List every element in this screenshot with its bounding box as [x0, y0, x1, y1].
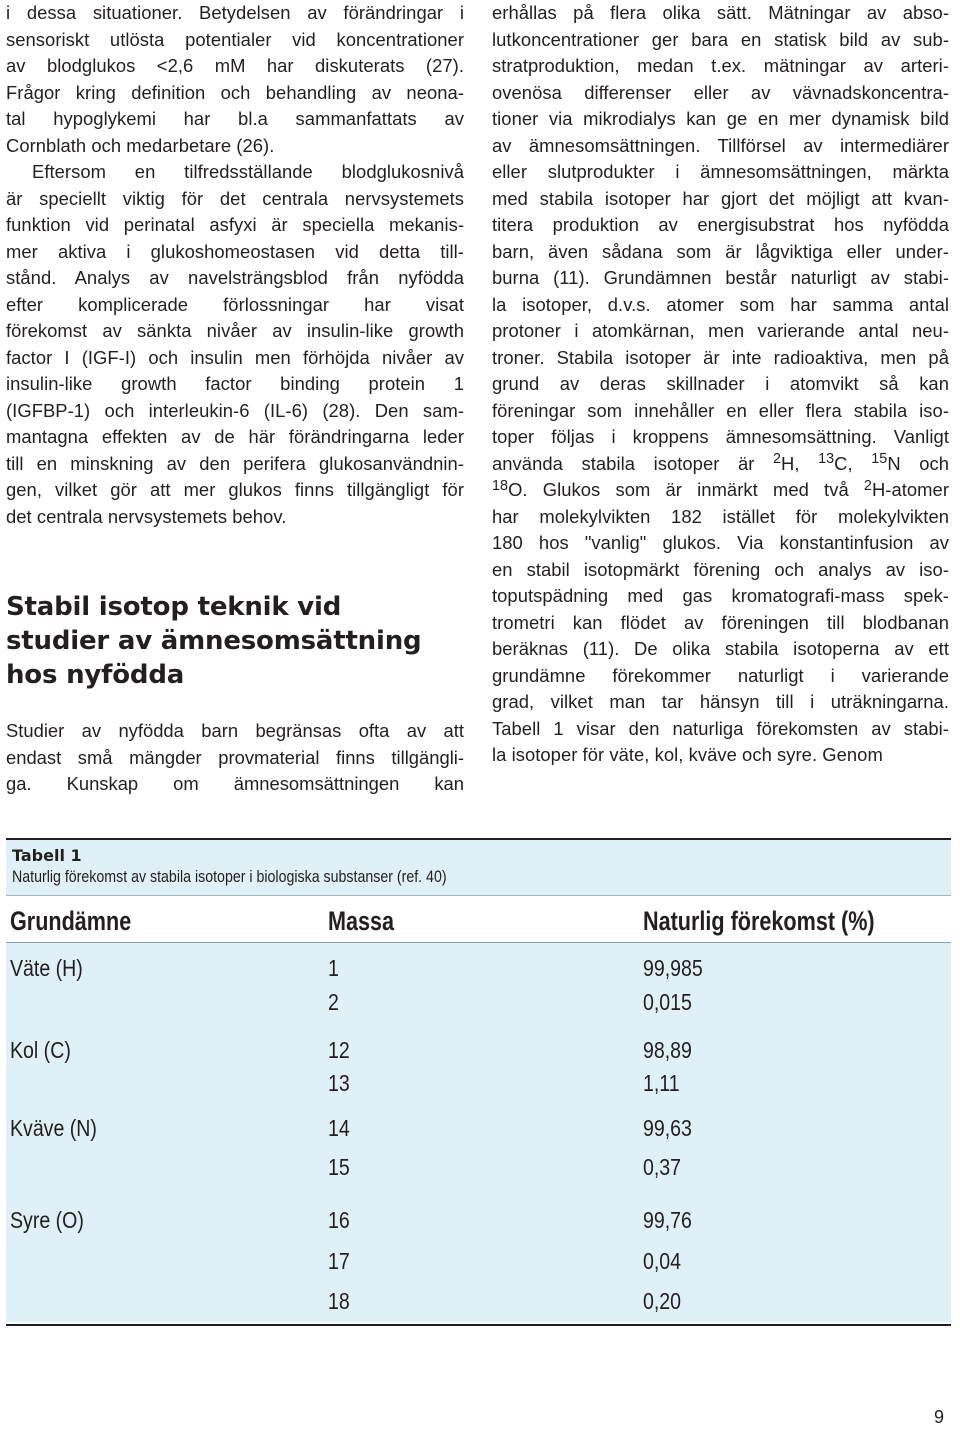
abundance-cell: 0,37	[643, 1154, 682, 1180]
text-line: endast små mängder provmaterial finns tillgängli-	[6, 746, 464, 768]
text-line: trometri kan flödet av föreningen till blodbanan	[492, 611, 949, 633]
text-line: lutkoncentrationer ger bara en statisk bild av sub-	[492, 28, 949, 50]
heading-line: hos nyfödda	[6, 660, 185, 690]
text-line: ga. Kunskap om ämnesomsättningen kan	[6, 773, 464, 794]
text-line: till en minskning av den perifera glukosanvändnin-	[6, 452, 464, 474]
mass-cell: 14	[328, 1115, 350, 1141]
mass-superscript: 13	[818, 451, 835, 468]
abundance-cell: 0,015	[643, 989, 692, 1015]
header-element: Grundämne	[10, 906, 132, 936]
text-line: Eftersom en tilfredsställande blodglukosnivå	[32, 161, 464, 182]
text-line: 180 hos "vanlig" glukos. Via konstantinfusion av	[492, 532, 949, 553]
heading-line: studier av ämnesomsättning	[6, 626, 422, 656]
text-line: ovenösa differenser eller av vävnadskoncentra-	[492, 81, 949, 103]
abundance-cell: 99,63	[643, 1115, 692, 1141]
text-line: tal hypoglykemi har bl.a sammanfattats av	[6, 108, 464, 129]
mass-cell: 15	[328, 1154, 350, 1180]
text-line: grund av deras skillnader i atomvikt så kan	[492, 373, 949, 394]
mass-superscript: 2	[863, 477, 872, 494]
mass-cell: 16	[328, 1207, 350, 1233]
text-line: protoner i atomkärnan, men varierande antal neu-	[492, 320, 949, 341]
mass-cell: 12	[328, 1037, 350, 1063]
mass-cell: 13	[328, 1070, 350, 1096]
isotope-line	[492, 477, 949, 504]
abundance-cell: 0,04	[643, 1248, 682, 1274]
paragraph-asphyxia	[6, 159, 464, 530]
text-line: med stabila isotoper har gjort det möjligt att kvan-	[492, 187, 949, 209]
text-line: grundämne förekommer naturligt i varierande	[492, 664, 949, 686]
abundance-cell: 99,985	[643, 955, 703, 981]
table-caption-text: Naturlig förekomst av stabila isotoper i biologiska substanser (ref. 40)	[12, 868, 447, 886]
section-intro	[6, 718, 464, 798]
text-line: beräknas (11). De olika stabila isotoperna av ett	[492, 638, 949, 659]
text-line: grad, vilket man tar hänsyn till i uträkningarna.	[492, 691, 949, 712]
text-line: toper följas i kroppens ämnesomsättning. Vanligt	[492, 426, 949, 447]
text-line: har molekylvikten 182 istället för molekylvikten	[492, 505, 949, 527]
text-line: Frågor kring definition och behandling av neona-	[6, 81, 464, 103]
text-line: av blodglukos <2,6 mM har diskuterats (27).	[6, 55, 464, 76]
text-line: är speciellt viktig för det centrala nervsystemets	[6, 187, 464, 209]
text-line: mer aktiva i glukoshomeostasen vid detta till-	[6, 240, 464, 262]
heading-line: Stabil isotop teknik vid	[6, 592, 342, 622]
header-mass: Massa	[328, 906, 395, 936]
text-line: (IGFBP-1) och interleukin-6 (IL-6) (28). Den sam-	[6, 399, 464, 421]
text-line: eller slutprodukter i ämnesomsättningen, märkta	[492, 161, 949, 182]
text-line: funktion vid perinatal asfyxi är speciella mekanis-	[6, 214, 464, 235]
left-column	[6, 0, 464, 530]
text-line: mantagna effekten av de här förändringarna leder	[6, 426, 464, 447]
text-line: förekomst av sänkta nivåer av insulin-like growth	[6, 320, 464, 341]
mass-superscript: 18	[492, 477, 509, 494]
element-cell: Syre (O)	[10, 1207, 84, 1233]
text-fragment: H-atomer	[871, 479, 949, 500]
text-line: barn, även sådana som är lågviktiga eller under-	[492, 240, 949, 262]
text-line: factor I (IGF-I) och insulin men förhöjda nivåer av	[6, 346, 464, 368]
mass-cell: 1	[328, 955, 339, 981]
mass-cell: 17	[328, 1248, 350, 1274]
mass-cell: 2	[328, 989, 339, 1015]
text-line: stånd. Analys av navelsträngsblod från nyfödda	[6, 267, 464, 288]
text-line: troner. Stabila isotoper är inte radioaktiva, men på	[492, 346, 949, 368]
text-line: Cornblath och medarbetare (26).	[6, 134, 275, 156]
text-fragment: N och	[887, 452, 950, 474]
section-heading	[6, 590, 464, 692]
abundance-cell: 99,76	[643, 1207, 692, 1233]
text-fragment: O. Glukos som är inmärkt med två	[508, 479, 864, 500]
text-line: det centrala nervsystemets behov.	[6, 505, 287, 527]
text-line: efter komplicerade förlossningar har visat	[6, 293, 464, 315]
text-line: la isotoper för väte, kol, kväve och syre. Genom	[492, 744, 883, 765]
isotope-table	[6, 838, 951, 1326]
text-line: titera produktion av energisubstrat hos nyfödda	[492, 214, 949, 235]
mass-superscript: 2	[773, 451, 782, 468]
table-label: Tabell 1	[12, 846, 82, 865]
text-line: i dessa situationer. Betydelsen av förändringar i	[6, 2, 464, 23]
text-line: toputspädning med gas kromatografi-mass spek-	[492, 585, 949, 606]
abundance-cell: 0,20	[643, 1288, 682, 1314]
table-body	[6, 943, 951, 1322]
text-line: burna (11). Grundämnen består naturligt av stabi-	[492, 267, 949, 288]
abundance-cell: 98,89	[643, 1037, 692, 1063]
right-column	[492, 0, 949, 769]
text-line: Studier av nyfödda barn begränsas ofta av att	[6, 720, 464, 741]
text-line: sensoriskt utlösta potentialer vid koncentrationer	[6, 28, 464, 50]
text-line: insulin-like growth factor binding protein 1	[6, 373, 464, 394]
header-abundance: Naturlig förekomst (%)	[643, 906, 875, 936]
isotope-line	[492, 451, 949, 478]
element-cell: Väte (H)	[10, 955, 83, 981]
text-line: stratproduktion, medan t.ex. mätningar av arteri-	[492, 55, 949, 76]
text-fragment: använda stabila isotoper är	[492, 452, 773, 474]
element-cell: Kväve (N)	[10, 1115, 97, 1141]
text-fragment: H,	[781, 452, 819, 474]
text-line: tioner via mikrodialys kan ge en mer dynamisk bild	[492, 108, 949, 129]
text-line: föreningar som innehåller en eller flera stabila iso-	[492, 399, 949, 421]
text-fragment: C,	[834, 452, 872, 474]
table-caption	[6, 840, 951, 896]
text-line: av ämnesomsättningen. Tillförsel av intermediärer	[492, 134, 949, 156]
text-line: gen, vilket gör att mer glukos finns tillgängligt för	[6, 479, 464, 500]
text-line: erhållas på flera olika sätt. Mätningar av abso-	[492, 2, 949, 23]
table-header	[6, 896, 951, 943]
mass-cell: 18	[328, 1288, 350, 1314]
mass-superscript: 15	[871, 451, 888, 468]
element-cell: Kol (C)	[10, 1037, 71, 1063]
text-line: en stabil isotopmärkt förening och analys av iso-	[492, 558, 949, 580]
paragraph-hypoglycemia	[6, 0, 464, 159]
page-number: 9	[934, 1407, 945, 1427]
text-line: la isotoper, d.v.s. atomer som har samma antal	[492, 293, 949, 315]
text-line: Tabell 1 visar den naturliga förekomsten av stabi-	[492, 717, 949, 739]
abundance-cell: 1,11	[643, 1070, 680, 1096]
